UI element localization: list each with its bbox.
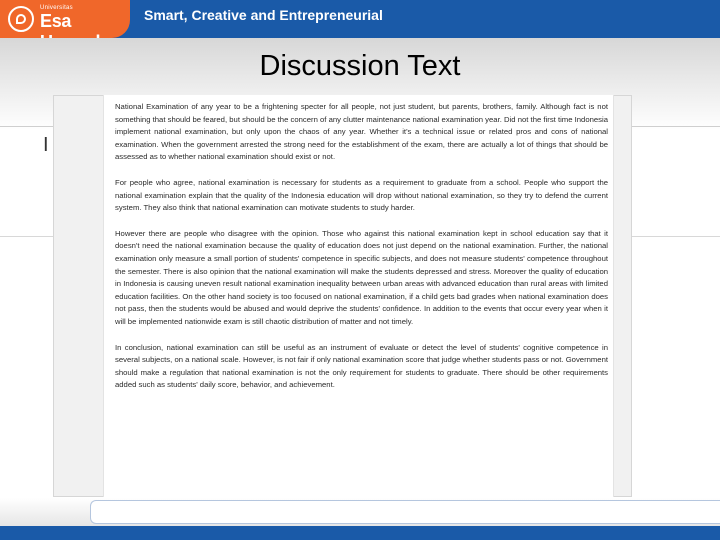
university-logo[interactable] [0, 0, 130, 38]
header-banner [0, 0, 720, 38]
document-paragraph: For people who agree, national examination is necessary for students as a requirement to graduate from a school. People who support the national examination explain that the quality of the Indonesia education will drop without national examination, so they try to defend the current system. They also think that national examination can motivate students to study harder. [115, 177, 608, 213]
document-paragraph: In conclusion, national examination can still be useful as an instrument of evaluate or detect the level of students' cognitive competence in several subjects, on a national scale. However, is not fair if only national examination score that judge whether students pass or not. Government should make a regulation that national examination is not the only requirement for students to graduate. There should be other requirements added such as students' daily score, behavior, and achievement. [115, 342, 608, 390]
slide-title: Discussion Text [259, 50, 461, 82]
tagline: Smart, Creative and Entrepreneurial [144, 7, 383, 23]
document-body [115, 101, 608, 405]
footer-inset-panel [90, 500, 720, 524]
footer-bar [0, 526, 720, 540]
document-paragraph: However there are people who disagree with the opinion. Those who against this national examination kept in school education say that it doesn't need the national examination because the quality of education does not just depend on the national examination. Further, the national examination only measure a small portion of students' competence in specific subjects, and does not measure students' competence throughout the semester. There is also opinion that the national examination will make the students depressed and stress. Moreover the quality of education in Indonesia is causing uneven result national examination inequality between urban areas with advanced education than rural areas with limited education facilities. On the other hand society is too focused on national examination, if a child gets bad grades when national examination does not pass, then the students would be abused and would deprive the students' confidence. In addition to the events that occur every year when it will be implemented nationwide exam is still chaotic distribution of matter and not timely. [115, 228, 608, 326]
logo-emblem-icon [8, 6, 34, 32]
logo-small-text: Universitas [40, 5, 73, 11]
document-paragraph: National Examination of any year to be a frightening specter for all people, not just student, but parents, brothers, family. Although fact is not something that should be feared, but should be the concern of any clutter maintenance national examination year. Did not the first time Indonesia implement national examination, but only upon the chaos of any year. Whether it's a technical issue or related pros and cons of national examination. When the government arrested the strong need for the establishment of the exam, there are actually a lot of things that should be assessed as to whether national examination should exist or not. [115, 102, 608, 162]
underlying-bullet-text: I [43, 134, 49, 156]
logo-name: Esa [40, 11, 72, 31]
document-page [103, 95, 614, 497]
